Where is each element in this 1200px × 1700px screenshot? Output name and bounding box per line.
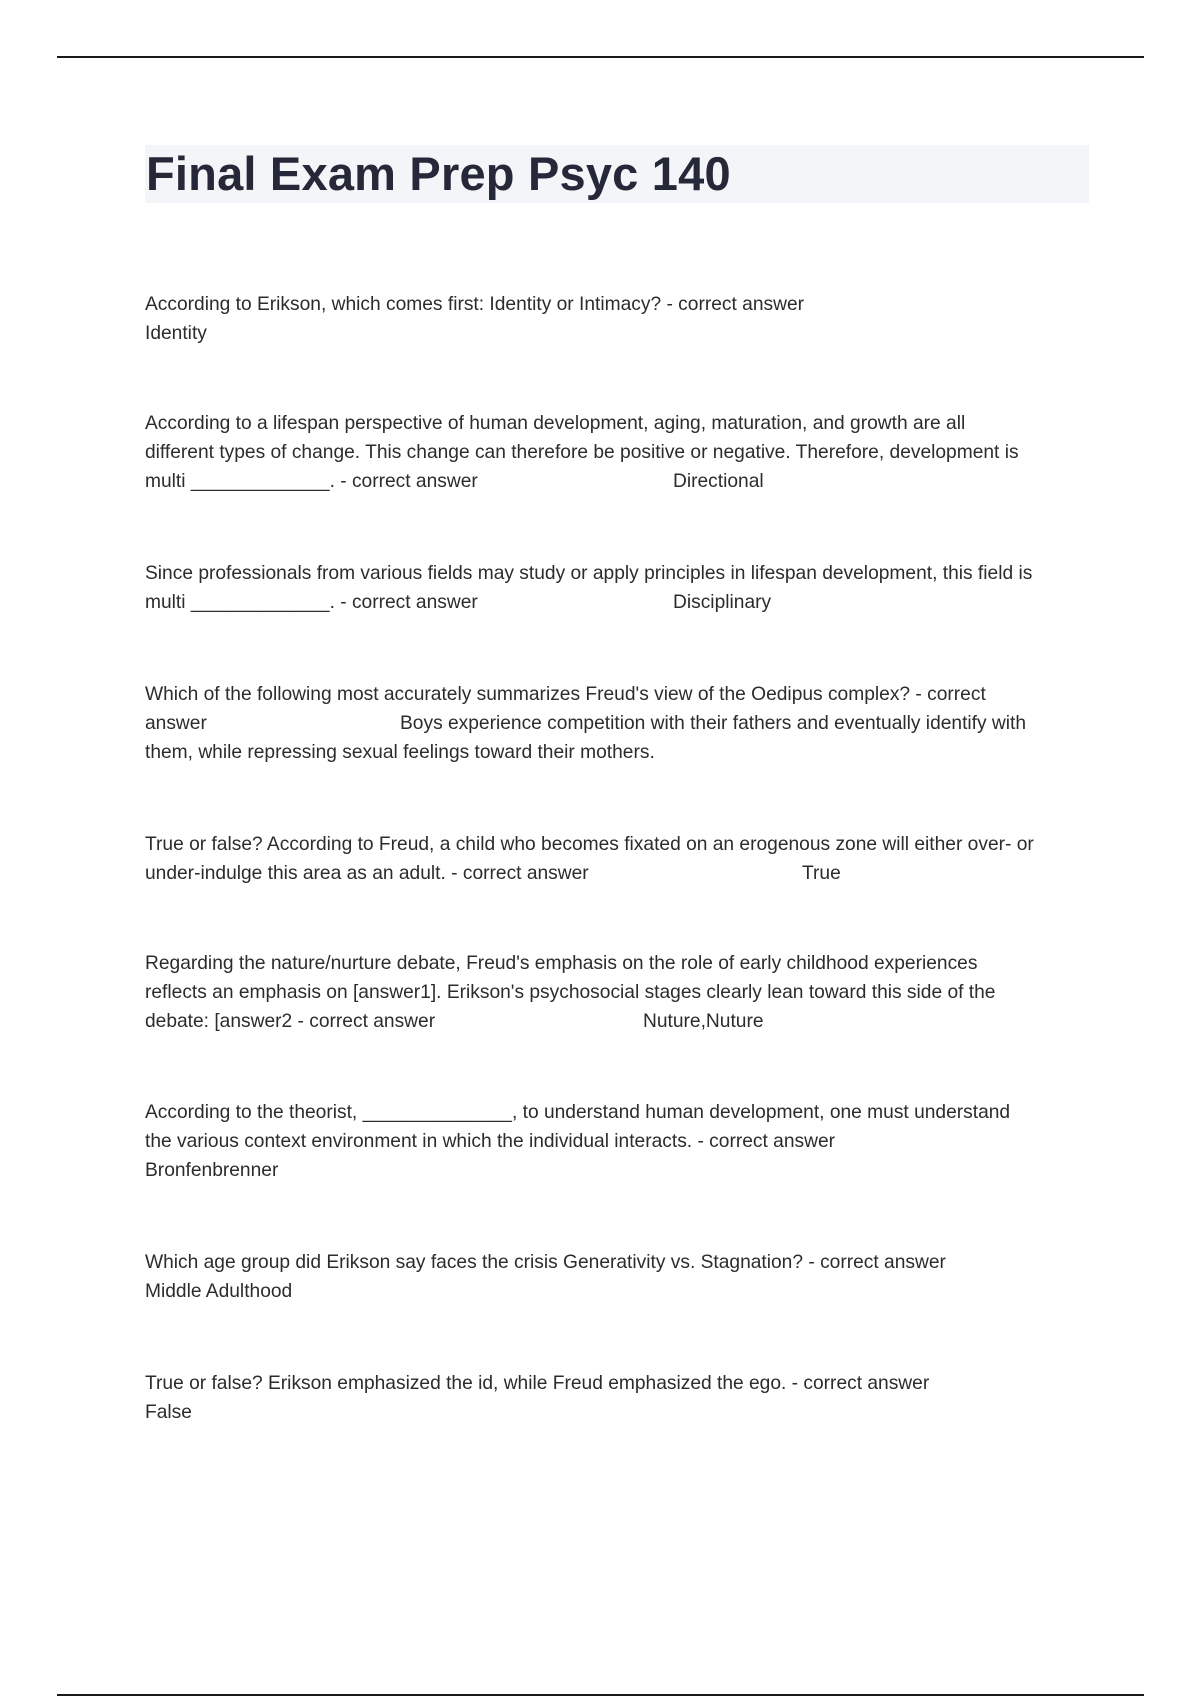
question-text: Which of the following most accurately summarizes Freud's view of the Oedipus complex? - correct: [145, 684, 986, 705]
question-text: True or false? According to Freud, a child who becomes fixated on an erogenous zone will either over- or: [145, 834, 1034, 855]
question-text: Since professionals from various fields may study or apply principles in lifespan development, this field is: [145, 563, 1033, 584]
question-text: Which age group did Erikson say faces the crisis Generativity vs. Stagnation? - correct answer: [145, 1252, 946, 1273]
question-text: answer: [145, 713, 207, 734]
answer-text: Identity: [145, 323, 207, 344]
question-answer-line: [145, 859, 1093, 888]
question-text: According to the theorist, ______________, to understand human development, one must understand: [145, 1102, 1011, 1123]
question-text: True or false? Erikson emphasized the id, while Freud emphasized the ego. - correct answer: [145, 1373, 930, 1394]
question-text: debate: [answer2 - correct answer: [145, 1011, 436, 1032]
answer-text: Directional: [673, 471, 764, 492]
question-answer-line: [145, 709, 1093, 738]
title-bar: [145, 145, 1089, 203]
question-text: reflects an emphasis on [answer1]. Erikson's psychosocial stages clearly lean toward this side of the: [145, 982, 996, 1003]
qa-item-2: [145, 409, 1093, 496]
qa-item-8: [145, 1248, 1093, 1306]
qa-item-1: [145, 290, 1093, 348]
question-text: under-indulge this area as an adult. - correct answer: [145, 863, 589, 884]
answer-text: Disciplinary: [673, 592, 772, 613]
qa-item-3: [145, 559, 1093, 617]
answer-text: them, while repressing sexual feelings toward their mothers.: [145, 742, 655, 763]
bottom-rule: [57, 1694, 1144, 1696]
question-text: multi _____________. - correct answer: [145, 592, 478, 613]
question-answer-line: [145, 467, 1093, 496]
question-text: Regarding the nature/nurture debate, Freud's emphasis on the role of early childhood experiences: [145, 953, 978, 974]
question-text: According to a lifespan perspective of human development, aging, maturation, and growth are all: [145, 413, 966, 434]
answer-text: False: [145, 1402, 192, 1423]
answer-text: Boys experience competition with their fathers and eventually identify with: [400, 713, 1027, 734]
qa-item-6: [145, 949, 1093, 1036]
question-answer-line: [145, 1007, 1093, 1036]
qa-item-5: [145, 830, 1093, 888]
answer-text: Nuture,Nuture: [643, 1011, 764, 1032]
page-title: Final Exam Prep Psyc 140: [146, 147, 731, 200]
question-text: different types of change. This change can therefore be positive or negative. Therefore, development is: [145, 442, 1019, 463]
question-text: multi _____________. - correct answer: [145, 471, 478, 492]
answer-text: True: [802, 863, 841, 884]
qa-item-4: [145, 680, 1093, 767]
answer-text: Middle Adulthood: [145, 1281, 293, 1302]
question-text: According to Erikson, which comes first: Identity or Intimacy? - correct answer: [145, 294, 804, 315]
answer-text: Bronfenbrenner: [145, 1160, 279, 1181]
question-text: the various context environment in which the individual interacts. - correct answer: [145, 1131, 836, 1152]
qa-item-7: [145, 1098, 1093, 1185]
qa-item-9: [145, 1369, 1093, 1427]
question-answer-line: [145, 588, 1093, 617]
top-rule: [57, 56, 1144, 58]
